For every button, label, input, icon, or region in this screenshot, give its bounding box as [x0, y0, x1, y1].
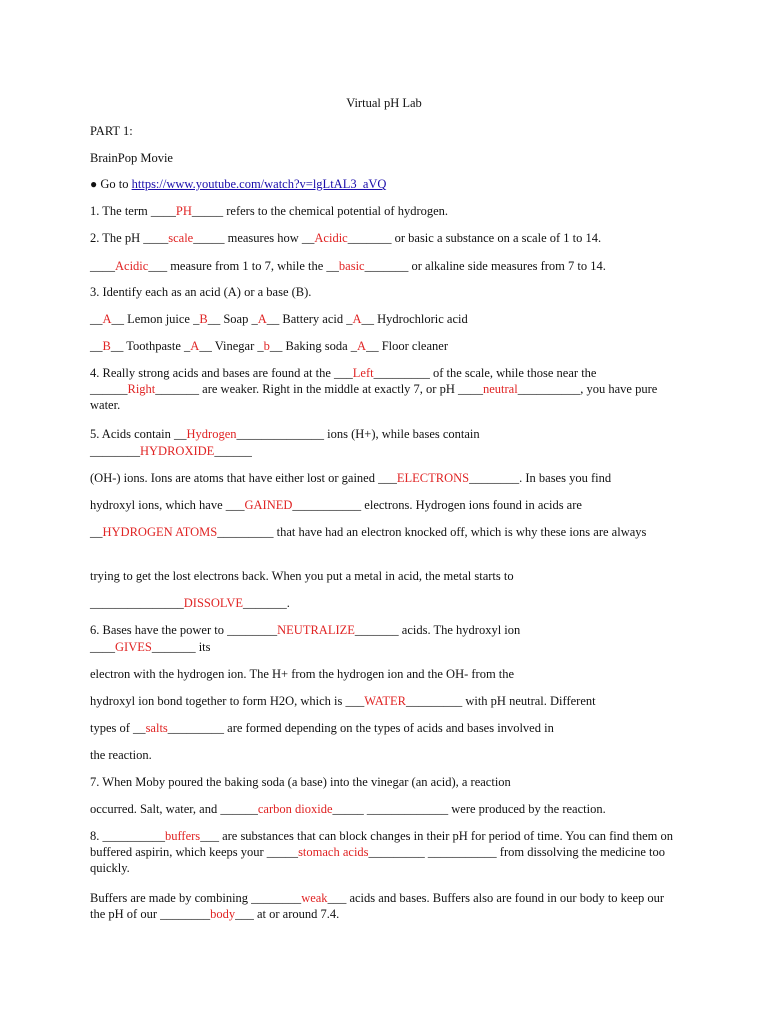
answer: b [263, 339, 270, 353]
question-8: 8. __________buffers___ are substances that can block changes in their pH for period of time. You can find them on buffered aspirin, which keeps your _____stomach acids_________ ___________ from dissolving the medicine too quickly. [90, 829, 673, 875]
question-5-line-7: _______________DISSOLVE_______. [90, 596, 290, 610]
question-4: 4. Really strong acids and bases are found at the ___Left_________ of the scale, while those near the ______Right_______ are weaker. Right in the middle at exactly 7, or pH ____neutral__________, you have pure water. [90, 366, 658, 412]
answer: HYDROGEN ATOMS [102, 525, 218, 539]
answer: NEUTRALIZE [277, 623, 355, 637]
goto-text: Go to [97, 177, 132, 191]
answer: Hydrogen [186, 427, 237, 441]
question-6-line-5: types of __salts_________ are formed depending on the types of acids and bases involved in [90, 721, 554, 735]
answer: weak [301, 891, 328, 905]
bullet-icon: ● [90, 177, 98, 191]
question-6-line-1: 6. Bases have the power to ________NEUTRALIZE_______ acids. The hydroxyl ion [90, 623, 521, 637]
answer: body [210, 907, 236, 921]
question-8-buffers: Buffers are made by combining ________weak___ acids and bases. Buffers also are found in our body to keep our the pH of our ________body___ at or around 7.4. [90, 891, 665, 921]
answer: Left [352, 366, 374, 380]
question-3: 3. Identify each as an acid (A) or a base (B). [90, 285, 312, 299]
answer: ELECTRONS [396, 471, 470, 485]
answer: basic [338, 259, 365, 273]
question-5-line-4: hydroxyl ions, which have ___GAINED___________ electrons. Hydrogen ions found in acids are [90, 498, 582, 512]
question-6-line-4: hydroxyl ion bond together to form H2O, which is ___WATER_________ with pH neutral. Different [90, 694, 596, 708]
answer: Acidic [115, 259, 149, 273]
question-5-line-5: __HYDROGEN ATOMS_________ that have had an electron knocked off, which is why these ions are always [90, 525, 647, 539]
question-5-line-6: trying to get the lost electrons back. When you put a metal in acid, the metal starts to [90, 569, 514, 583]
question-5-line-3: (OH-) ions. Ions are atoms that have either lost or gained ___ELECTRONS________. In bases you find [90, 471, 612, 485]
answer: B [102, 339, 111, 353]
answer: GIVES [115, 640, 152, 654]
answer: scale [168, 231, 194, 245]
answer: A [357, 339, 367, 353]
page-title: Virtual pH Lab [346, 96, 422, 110]
question-2-continued: ____Acidic___ measure from 1 to 7, while the __basic_______ or alkaline side measures from 7 to 14. [90, 259, 606, 273]
goto-line [90, 176, 680, 192]
answer: carbon dioxide [257, 802, 333, 816]
answer: A [190, 339, 200, 353]
answer: WATER [364, 694, 406, 708]
answer: stomach acids [298, 845, 369, 859]
movie-heading: BrainPop Movie [90, 151, 173, 165]
question-7-line-2: occurred. Salt, water, and ______carbon dioxide_____ _____________ were produced by the reaction. [90, 802, 606, 816]
question-6-line-6: the reaction. [90, 748, 152, 762]
question-5-line-1: 5. Acids contain __Hydrogen______________ ions (H+), while bases contain [90, 427, 480, 441]
answer: neutral [483, 382, 518, 396]
answer: B [199, 312, 208, 326]
answer: A [257, 312, 267, 326]
question-3-row-2: __B__ Toothpaste _A__ Vinegar _b__ Baking soda _A__ Floor cleaner [90, 339, 448, 353]
question-5-line-2: ________HYDROXIDE______ [90, 444, 252, 458]
answer: A [352, 312, 362, 326]
answer: HYDROXIDE [140, 444, 215, 458]
answer: GAINED [244, 498, 293, 512]
question-6-line-3: electron with the hydrogen ion. The H+ from the hydrogen ion and the OH- from the [90, 667, 515, 681]
answer: salts [145, 721, 168, 735]
question-3-row-1: __A__ Lemon juice _B__ Soap _A__ Battery acid _A__ Hydrochloric acid [90, 312, 468, 326]
answer: Right [127, 382, 156, 396]
question-2: 2. The pH ____scale_____ measures how __Acidic_______ or basic a substance on a scale of 1 to 14. [90, 231, 602, 245]
question-1: 1. The term ____PH_____ refers to the chemical potential of hydrogen. [90, 204, 449, 218]
answer: DISSOLVE [183, 596, 244, 610]
question-7-line-1: 7. When Moby poured the baking soda (a base) into the vinegar (an acid), a reaction [90, 775, 511, 789]
answer: buffers [165, 829, 201, 843]
question-6-line-2: ____GIVES_______ its [90, 640, 211, 654]
answer: A [102, 312, 112, 326]
part-heading: PART 1: [90, 124, 133, 138]
answer: PH [175, 204, 192, 218]
answer: Acidic [314, 231, 348, 245]
youtube-link[interactable]: https://www.youtube.com/watch?v=lgLtAL3_aVQ [131, 177, 387, 191]
